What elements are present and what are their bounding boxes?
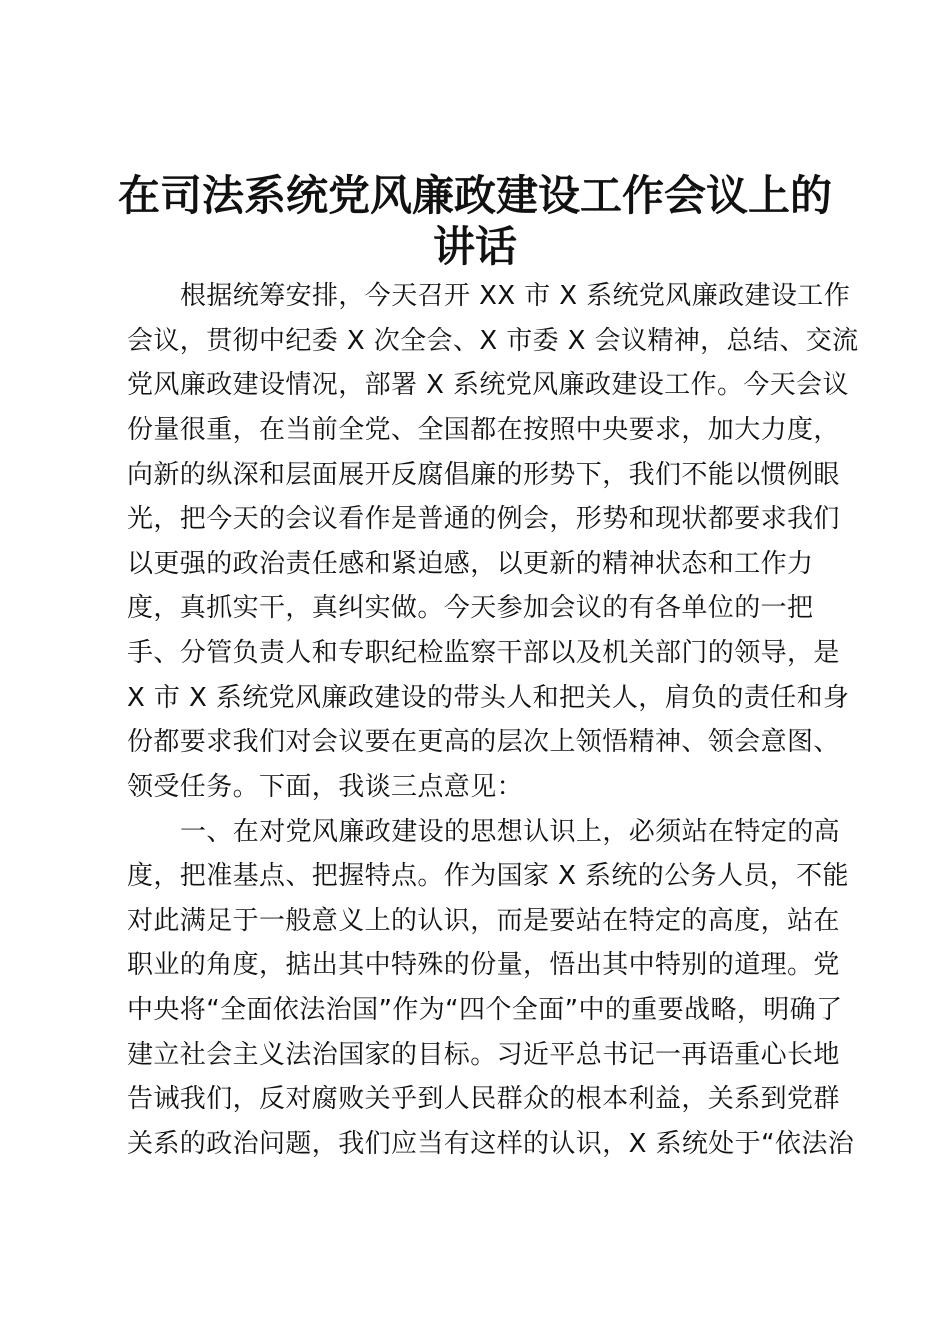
body-line-11: 份都要求我们对会议要在更高的层次上领悟精神、领会意图、: [127, 727, 840, 757]
body-line-3: 党风廉政建设情况，部署 X 系统党风廉政建设工作。今天会议: [127, 370, 849, 400]
body-line-17: 中央将“全面依法治国”作为“四个全面”中的重要战略，明确了: [127, 995, 843, 1025]
document-title-line-1: 在司法系统党风廉政建设工作会议上的: [117, 171, 832, 220]
body-line-20: 关系的政治问题，我们应当有这样的认识，X 系统处于“依法治: [127, 1129, 855, 1159]
body-line-4: 份量很重，在当前全党、全国都在按照中央要求，加大力度，: [127, 415, 840, 445]
document-title-line-2: 讲话: [432, 222, 517, 271]
body-line-2: 会议，贯彻中纪委 X 次全会、X 市委 X 会议精神，总结、交流: [127, 326, 859, 356]
body-line-13: 一、在对党风廉政建设的思想认识上，必须站在特定的高: [180, 817, 841, 847]
body-line-7: 以更强的政治责任感和紧迫感，以更新的精神状态和工作力: [127, 549, 814, 579]
body-line-12: 领受任务。下面，我谈三点意见：: [127, 772, 524, 802]
body-line-16: 职业的角度，掂出其中特殊的份量，悟出其中特别的道理。党: [127, 950, 840, 980]
body-line-9: 手、分管负责人和专职纪检监察干部以及机关部门的领导，是: [127, 638, 840, 668]
body-line-6: 光，把今天的会议看作是普通的例会，形势和现状都要求我们: [127, 504, 840, 534]
body-line-8: 度，真抓实干，真纠实做。今天参加会议的有各单位的一把: [127, 593, 814, 623]
body-line-10: X 市 X 系统党风廉政建设的带头人和把关人，肩负的责任和身: [127, 683, 850, 713]
body-line-19: 告诫我们，反对腐败关乎到人民群众的根本利益，关系到党群: [127, 1084, 840, 1114]
body-line-1: 根据统筹安排，今天召开 XX 市 X 系统党风廉政建设工作: [180, 281, 851, 311]
body-line-15: 对此满足于一般意义上的认识，而是要站在特定的高度，站在: [127, 906, 840, 936]
body-line-18: 建立社会主义法治国家的目标。习近平总书记一再语重心长地: [127, 1040, 840, 1070]
body-line-14: 度，把准基点、把握特点。作为国家 X 系统的公务人员，不能: [127, 861, 849, 891]
body-line-5: 向新的纵深和层面展开反腐倡廉的形势下，我们不能以惯例眼: [127, 460, 840, 490]
